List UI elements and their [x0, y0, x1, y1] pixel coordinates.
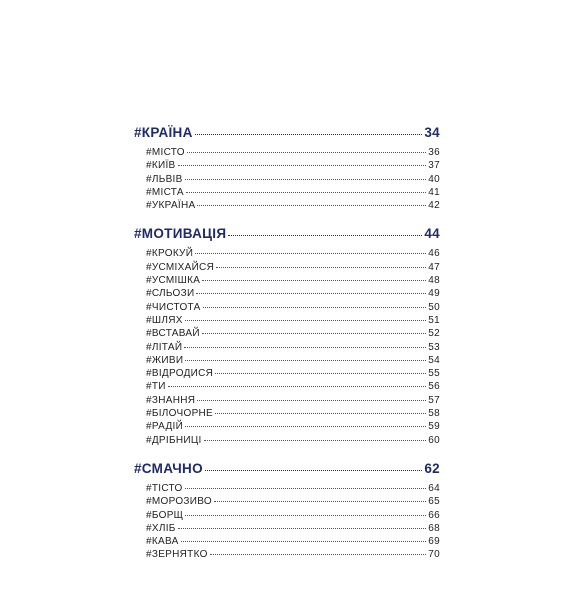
toc-entry [134, 395, 440, 408]
toc-entry-label: #ЛІТАЙ [146, 341, 183, 353]
toc-entry [134, 315, 440, 328]
toc-entry-page-number: 65 [428, 496, 440, 508]
toc-entry [134, 174, 440, 187]
toc-entry [134, 368, 440, 381]
dot-leader [195, 253, 426, 254]
toc-entry [134, 302, 440, 315]
toc-entry-label: #КРОКУЙ [146, 248, 194, 260]
dot-leader [185, 360, 426, 361]
toc-entry-page-number: 36 [428, 147, 440, 158]
toc-entry [134, 262, 440, 275]
dot-leader [204, 440, 427, 441]
toc-entry [134, 510, 440, 523]
toc-entry [134, 147, 440, 160]
toc-entry [134, 523, 440, 536]
toc-entry-page-number: 69 [428, 536, 440, 548]
toc-entry [134, 381, 440, 394]
toc-entry-label: #БОРЩ [146, 509, 184, 521]
toc-entry-label: #ВСТАВАЙ [146, 328, 200, 340]
dot-leader [228, 235, 422, 236]
toc-entry [134, 549, 440, 562]
section-heading [134, 226, 440, 246]
section-heading-label: #МОТИВАЦІЯ [134, 226, 227, 242]
section-heading-page-number: 34 [424, 125, 440, 140]
toc-entry [134, 248, 440, 261]
toc-entry-label: #УСМІХАЙСЯ [146, 261, 215, 273]
toc-section [134, 461, 440, 563]
toc-entry-page-number: 47 [428, 261, 440, 273]
dot-leader [197, 400, 426, 401]
table-of-contents [134, 125, 440, 576]
dot-leader [168, 386, 427, 387]
dot-leader [214, 501, 426, 502]
toc-entry-label: #КАВА [146, 536, 179, 548]
toc-entry-page-number: 53 [428, 341, 440, 353]
toc-entry [134, 408, 440, 421]
toc-entry-page-number: 66 [428, 509, 440, 521]
toc-entry-page-number: 64 [428, 482, 440, 494]
dot-leader [197, 205, 426, 206]
toc-entry-page-number: 60 [428, 434, 440, 446]
toc-section [134, 226, 440, 447]
toc-entry [134, 275, 440, 288]
dot-leader [216, 267, 426, 268]
toc-entry-page-number: 52 [428, 328, 440, 340]
dot-leader [187, 152, 426, 153]
section-heading [134, 125, 440, 145]
toc-entry [134, 288, 440, 301]
toc-entry [134, 496, 440, 509]
toc-entry [134, 328, 440, 341]
toc-section [134, 125, 440, 213]
toc-entry-label: #ЗЕРНЯТКО [146, 549, 208, 561]
toc-entry-label: #МІСТА [146, 186, 184, 198]
dot-leader [185, 488, 427, 489]
dot-leader [186, 192, 426, 193]
toc-entry-page-number: 37 [428, 160, 440, 172]
toc-entry-label: #ЖИВИ [146, 354, 184, 366]
toc-entry-page-number: 57 [428, 394, 440, 406]
toc-entry [134, 483, 440, 496]
dot-leader [210, 554, 427, 555]
toc-entry-label: #ТІСТО [146, 482, 183, 494]
dot-leader [185, 515, 426, 516]
toc-entry-label: #ЧИСТОТА [146, 301, 201, 313]
dot-leader [178, 528, 427, 529]
dot-leader [195, 134, 423, 135]
toc-entry-page-number: 46 [428, 248, 440, 260]
toc-entry-label: #КИЇВ [146, 160, 176, 172]
toc-entry-label: #ТИ [146, 381, 166, 393]
toc-entry-page-number: 42 [428, 200, 440, 212]
dot-leader [178, 165, 427, 166]
toc-entry [134, 160, 440, 173]
dot-leader [185, 320, 427, 321]
dot-leader [202, 280, 426, 281]
toc-entry-label: #УКРАЇНА [146, 200, 196, 212]
dot-leader [202, 333, 426, 334]
toc-entry-page-number: 51 [428, 314, 440, 326]
toc-entry-page-number: 68 [428, 522, 440, 534]
toc-entry-page-number: 49 [428, 288, 440, 300]
toc-entry [134, 200, 440, 213]
toc-entry-label: #МІСТО [146, 147, 185, 158]
toc-entry-label: #ХЛІБ [146, 522, 176, 534]
dot-leader [185, 179, 427, 180]
toc-entry-page-number: 56 [428, 381, 440, 393]
dot-leader [185, 426, 426, 427]
toc-entry-label: #УСМІШКА [146, 275, 201, 287]
toc-entry-label: #МОРОЗИВО [146, 496, 212, 508]
toc-entry-page-number: 40 [428, 173, 440, 185]
toc-entry [134, 342, 440, 355]
dot-leader [203, 307, 427, 308]
toc-entry [134, 355, 440, 368]
section-heading-label: #СМАЧНО [134, 460, 203, 476]
toc-entry-page-number: 58 [428, 408, 440, 420]
toc-entry [134, 536, 440, 549]
toc-entry-page-number: 41 [428, 186, 440, 198]
toc-entry-label: #ЛЬВІВ [146, 173, 183, 185]
toc-entry-page-number: 48 [428, 275, 440, 287]
toc-entry [134, 435, 440, 448]
toc-entry-page-number: 70 [428, 549, 440, 561]
dot-leader [215, 413, 426, 414]
dot-leader [184, 347, 426, 348]
dot-leader [196, 293, 426, 294]
toc-entry-page-number: 55 [428, 368, 440, 380]
toc-entry-label: #РАДІЙ [146, 421, 184, 433]
toc-entry-page-number: 54 [428, 354, 440, 366]
section-heading [134, 461, 440, 481]
toc-entry [134, 187, 440, 200]
toc-entry [134, 421, 440, 434]
dot-leader [205, 470, 422, 471]
section-heading-label: #КРАЇНА [134, 125, 193, 140]
toc-entry-label: #БІЛОЧОРНЕ [146, 408, 214, 420]
toc-entry-label: #СЛЬОЗИ [146, 288, 195, 300]
section-heading-page-number: 44 [424, 226, 440, 242]
toc-entry-page-number: 59 [428, 421, 440, 433]
toc-entry-label: #ЗНАННЯ [146, 394, 196, 406]
toc-entry-label: #ВІДРОДИСЯ [146, 368, 214, 380]
dot-leader [181, 541, 427, 542]
toc-entry-label: #ДРІБНИЦІ [146, 434, 202, 446]
toc-entry-label: #ШЛЯХ [146, 314, 183, 326]
section-heading-page-number: 62 [424, 460, 440, 476]
toc-entry-page-number: 50 [428, 301, 440, 313]
dot-leader [215, 373, 426, 374]
